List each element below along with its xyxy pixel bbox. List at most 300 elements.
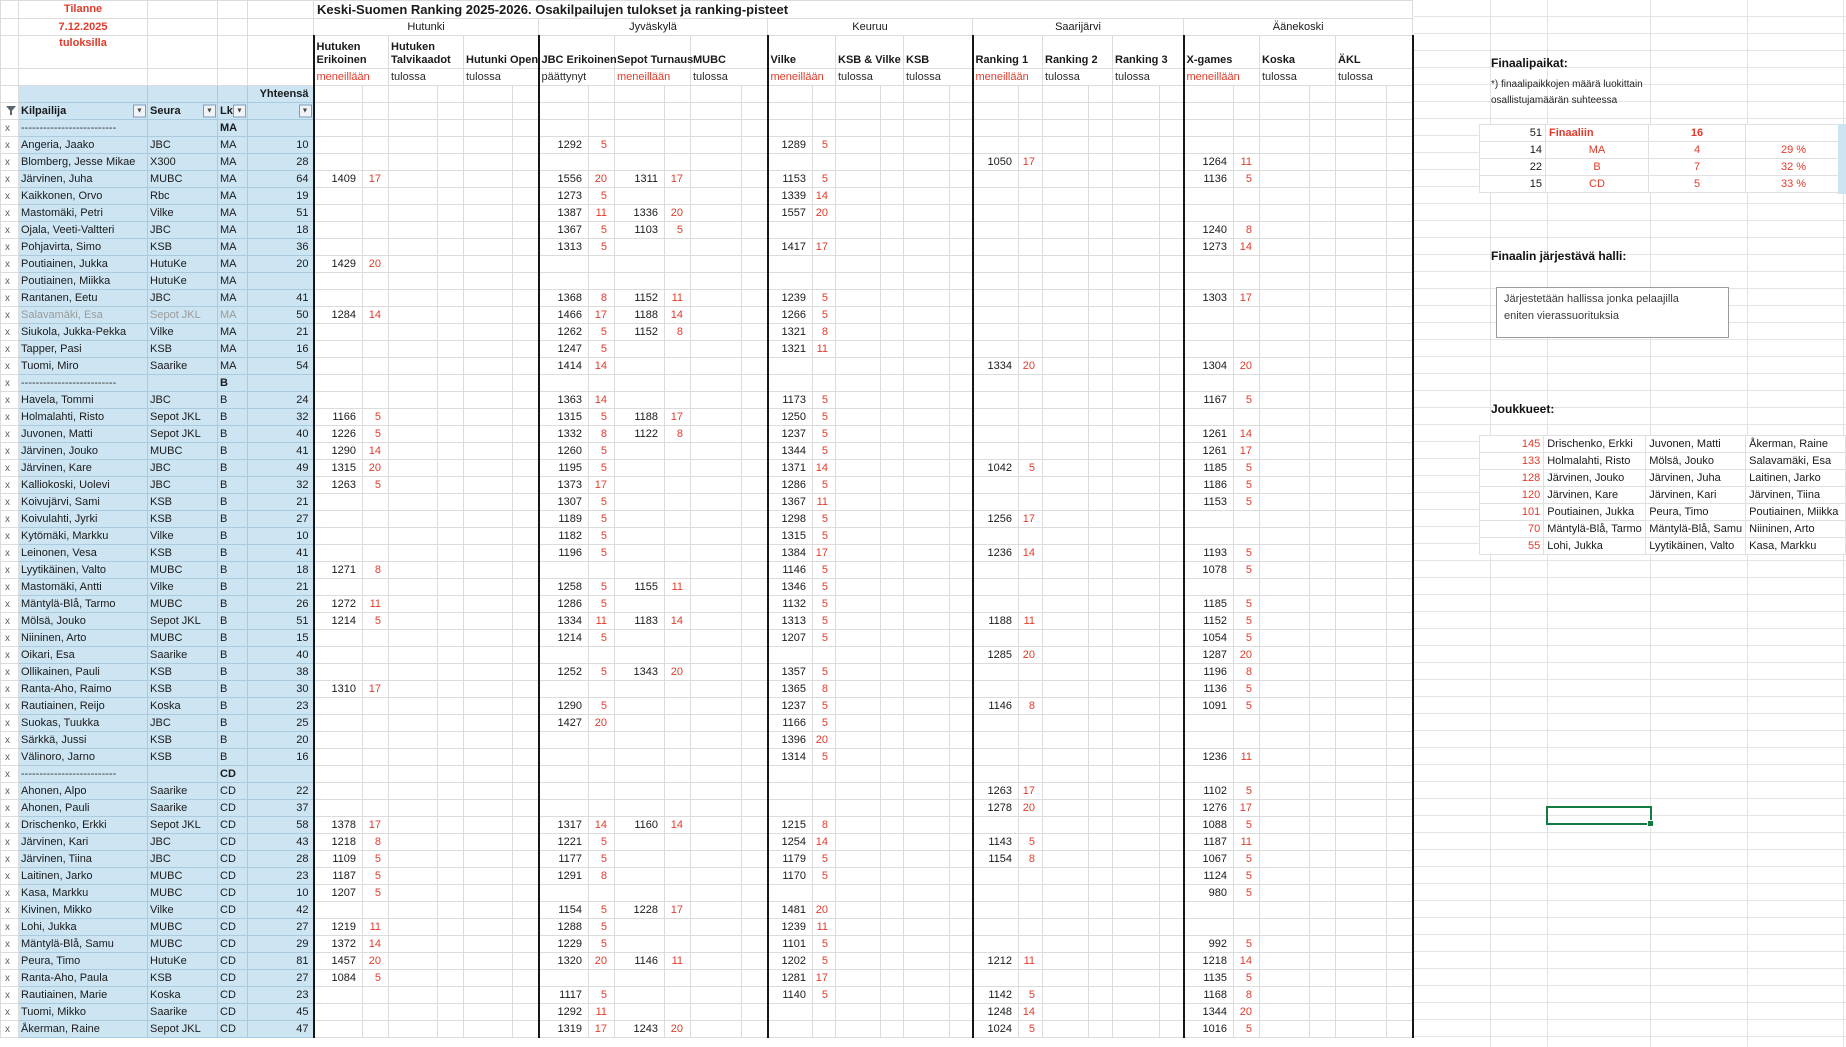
points-cell[interactable] bbox=[1310, 715, 1336, 732]
team-points[interactable]: 101 bbox=[1480, 504, 1544, 521]
points-cell[interactable]: 5 bbox=[589, 902, 615, 919]
score-cell[interactable]: 1372 bbox=[314, 936, 363, 953]
team-member[interactable]: Järvinen, Kare bbox=[1544, 487, 1646, 504]
score-cell[interactable] bbox=[464, 885, 513, 902]
points-cell[interactable] bbox=[513, 1004, 539, 1021]
score-cell[interactable] bbox=[1260, 953, 1310, 970]
points-cell[interactable] bbox=[742, 460, 768, 477]
row-flag-cell[interactable]: x bbox=[1, 273, 19, 290]
score-cell[interactable] bbox=[1336, 579, 1387, 596]
score-cell[interactable]: 1320 bbox=[539, 953, 589, 970]
score-cell[interactable]: 1218 bbox=[314, 834, 363, 851]
empty-cell[interactable] bbox=[1019, 766, 1043, 783]
score-cell[interactable] bbox=[615, 154, 665, 171]
score-cell[interactable]: 1321 bbox=[768, 324, 813, 341]
score-cell[interactable] bbox=[1113, 868, 1160, 885]
score-cell[interactable] bbox=[1260, 511, 1310, 528]
points-cell[interactable] bbox=[363, 732, 389, 749]
points-cell[interactable] bbox=[742, 426, 768, 443]
points-cell[interactable]: 5 bbox=[813, 664, 836, 681]
points-cell[interactable] bbox=[1310, 562, 1336, 579]
score-cell[interactable] bbox=[389, 987, 438, 1004]
score-cell[interactable] bbox=[1043, 137, 1089, 154]
empty-cell[interactable] bbox=[389, 103, 438, 120]
points-cell[interactable]: 14 bbox=[589, 392, 615, 409]
points-cell[interactable] bbox=[1387, 681, 1413, 698]
score-cell[interactable] bbox=[389, 222, 438, 239]
row-flag-cell[interactable]: x bbox=[1, 902, 19, 919]
score-cell[interactable] bbox=[1113, 239, 1160, 256]
points-cell[interactable] bbox=[1019, 817, 1043, 834]
points-cell[interactable] bbox=[742, 1021, 768, 1038]
score-cell[interactable] bbox=[314, 154, 363, 171]
score-cell[interactable]: 1286 bbox=[539, 596, 589, 613]
score-cell[interactable] bbox=[389, 188, 438, 205]
points-cell[interactable]: 20 bbox=[1234, 358, 1260, 375]
team-points[interactable]: 70 bbox=[1480, 521, 1544, 538]
score-cell[interactable] bbox=[691, 307, 742, 324]
team-member[interactable]: Mäntylä-Blå, Samu bbox=[1646, 521, 1746, 538]
points-cell[interactable]: 8 bbox=[665, 426, 691, 443]
points-cell[interactable] bbox=[438, 664, 464, 681]
score-cell[interactable] bbox=[836, 460, 881, 477]
score-cell[interactable]: 1136 bbox=[1184, 171, 1234, 188]
points-cell[interactable]: 5 bbox=[1234, 596, 1260, 613]
points-cell[interactable] bbox=[1160, 885, 1184, 902]
row-flag-cell[interactable]: x bbox=[1, 834, 19, 851]
points-cell[interactable]: 17 bbox=[813, 545, 836, 562]
points-cell[interactable] bbox=[1089, 545, 1113, 562]
empty-cell[interactable] bbox=[1234, 120, 1260, 137]
player-club-cell[interactable]: KSB bbox=[148, 511, 218, 528]
points-cell[interactable] bbox=[438, 239, 464, 256]
player-club-cell[interactable]: KSB bbox=[148, 732, 218, 749]
points-cell[interactable] bbox=[438, 494, 464, 511]
points-cell[interactable] bbox=[813, 885, 836, 902]
score-cell[interactable] bbox=[1043, 290, 1089, 307]
points-cell[interactable] bbox=[1310, 1004, 1336, 1021]
player-total-cell[interactable]: 54 bbox=[248, 358, 314, 375]
score-cell[interactable] bbox=[973, 409, 1019, 426]
points-cell[interactable] bbox=[363, 239, 389, 256]
score-cell[interactable]: 1368 bbox=[539, 290, 589, 307]
score-cell[interactable] bbox=[464, 477, 513, 494]
score-cell[interactable] bbox=[389, 545, 438, 562]
points-cell[interactable] bbox=[1160, 987, 1184, 1004]
empty-cell[interactable] bbox=[1387, 766, 1413, 783]
score-cell[interactable]: 1207 bbox=[314, 885, 363, 902]
score-cell[interactable]: 1136 bbox=[1184, 681, 1234, 698]
points-cell[interactable] bbox=[1160, 953, 1184, 970]
points-cell[interactable] bbox=[513, 392, 539, 409]
score-cell[interactable] bbox=[539, 647, 589, 664]
points-cell[interactable] bbox=[438, 953, 464, 970]
empty-cell[interactable] bbox=[464, 120, 513, 137]
points-cell[interactable] bbox=[363, 545, 389, 562]
points-cell[interactable] bbox=[363, 664, 389, 681]
score-cell[interactable] bbox=[904, 273, 950, 290]
points-cell[interactable] bbox=[513, 732, 539, 749]
points-cell[interactable]: 5 bbox=[589, 834, 615, 851]
points-cell[interactable] bbox=[1310, 970, 1336, 987]
points-cell[interactable] bbox=[665, 477, 691, 494]
player-class-cell[interactable]: MA bbox=[218, 188, 248, 205]
score-cell[interactable] bbox=[904, 545, 950, 562]
points-cell[interactable] bbox=[363, 528, 389, 545]
score-cell[interactable] bbox=[1260, 698, 1310, 715]
score-cell[interactable] bbox=[1043, 936, 1089, 953]
empty-cell[interactable] bbox=[589, 120, 615, 137]
player-name-cell[interactable]: Ahonen, Alpo bbox=[19, 783, 148, 800]
score-cell[interactable] bbox=[389, 749, 438, 766]
score-cell[interactable]: 1334 bbox=[539, 613, 589, 630]
points-cell[interactable] bbox=[1387, 341, 1413, 358]
score-cell[interactable] bbox=[1184, 579, 1234, 596]
points-cell[interactable] bbox=[1019, 409, 1043, 426]
points-cell[interactable] bbox=[742, 273, 768, 290]
points-cell[interactable]: 5 bbox=[589, 324, 615, 341]
points-cell[interactable] bbox=[438, 392, 464, 409]
score-cell[interactable]: 1319 bbox=[539, 1021, 589, 1038]
score-cell[interactable]: 1140 bbox=[768, 987, 813, 1004]
points-cell[interactable] bbox=[438, 851, 464, 868]
score-cell[interactable] bbox=[1260, 868, 1310, 885]
player-name-cell[interactable]: Peura, Timo bbox=[19, 953, 148, 970]
points-cell[interactable] bbox=[1019, 392, 1043, 409]
score-cell[interactable] bbox=[1184, 307, 1234, 324]
points-cell[interactable] bbox=[513, 256, 539, 273]
empty-cell[interactable] bbox=[813, 103, 836, 120]
row-flag-cell[interactable]: x bbox=[1, 1004, 19, 1021]
score-cell[interactable] bbox=[615, 273, 665, 290]
score-cell[interactable] bbox=[314, 800, 363, 817]
score-cell[interactable] bbox=[691, 494, 742, 511]
score-cell[interactable] bbox=[1260, 528, 1310, 545]
score-cell[interactable]: 980 bbox=[1184, 885, 1234, 902]
finals-places[interactable]: 4 bbox=[1649, 142, 1746, 159]
empty-cell[interactable] bbox=[1184, 375, 1234, 392]
points-cell[interactable] bbox=[1387, 1021, 1413, 1038]
points-cell[interactable]: 11 bbox=[1234, 749, 1260, 766]
points-cell[interactable] bbox=[950, 987, 973, 1004]
points-cell[interactable]: 14 bbox=[813, 460, 836, 477]
empty-cell[interactable] bbox=[904, 375, 950, 392]
row-flag-cell[interactable]: x bbox=[1, 766, 19, 783]
empty-cell[interactable] bbox=[973, 766, 1019, 783]
points-cell[interactable]: 5 bbox=[589, 137, 615, 154]
score-cell[interactable]: 1261 bbox=[1184, 426, 1234, 443]
player-name-cell[interactable]: Mastomäki, Antti bbox=[19, 579, 148, 596]
score-cell[interactable] bbox=[836, 1021, 881, 1038]
score-cell[interactable]: 1168 bbox=[1184, 987, 1234, 1004]
points-cell[interactable]: 5 bbox=[813, 392, 836, 409]
player-total-cell[interactable]: 20 bbox=[248, 732, 314, 749]
score-cell[interactable] bbox=[389, 681, 438, 698]
score-cell[interactable] bbox=[539, 562, 589, 579]
player-total-cell[interactable]: 64 bbox=[248, 171, 314, 188]
points-cell[interactable] bbox=[1387, 256, 1413, 273]
player-class-cell[interactable]: B bbox=[218, 647, 248, 664]
finals-places[interactable]: 7 bbox=[1649, 159, 1746, 176]
points-cell[interactable] bbox=[513, 834, 539, 851]
points-cell[interactable] bbox=[1160, 936, 1184, 953]
score-cell[interactable] bbox=[691, 290, 742, 307]
score-cell[interactable] bbox=[1043, 392, 1089, 409]
player-class-cell[interactable]: MA bbox=[218, 137, 248, 154]
empty-cell[interactable] bbox=[513, 103, 539, 120]
score-cell[interactable] bbox=[836, 154, 881, 171]
points-cell[interactable]: 5 bbox=[363, 426, 389, 443]
score-cell[interactable] bbox=[1336, 1004, 1387, 1021]
points-cell[interactable] bbox=[363, 222, 389, 239]
score-cell[interactable] bbox=[464, 732, 513, 749]
empty-cell[interactable] bbox=[836, 375, 881, 392]
row-flag-cell[interactable]: x bbox=[1, 205, 19, 222]
score-cell[interactable] bbox=[836, 936, 881, 953]
score-cell[interactable] bbox=[691, 936, 742, 953]
empty-cell[interactable] bbox=[1234, 375, 1260, 392]
score-cell[interactable] bbox=[904, 477, 950, 494]
points-cell[interactable] bbox=[1019, 664, 1043, 681]
empty-cell[interactable] bbox=[248, 120, 314, 137]
points-cell[interactable] bbox=[363, 902, 389, 919]
score-cell[interactable] bbox=[1043, 749, 1089, 766]
points-cell[interactable] bbox=[742, 851, 768, 868]
team-member[interactable]: Mäntylä-Blå, Tarmo bbox=[1544, 521, 1646, 538]
finals-percent[interactable] bbox=[1746, 125, 1842, 142]
score-cell[interactable] bbox=[836, 613, 881, 630]
score-cell[interactable] bbox=[904, 970, 950, 987]
score-cell[interactable]: 1243 bbox=[615, 1021, 665, 1038]
empty-cell[interactable] bbox=[836, 86, 881, 103]
player-name-cell[interactable]: Ojala, Veeti-Valtteri bbox=[19, 222, 148, 239]
score-cell[interactable] bbox=[836, 239, 881, 256]
points-cell[interactable] bbox=[1387, 613, 1413, 630]
row-flag-cell[interactable]: x bbox=[1, 987, 19, 1004]
points-cell[interactable] bbox=[1160, 817, 1184, 834]
points-cell[interactable]: 5 bbox=[589, 596, 615, 613]
points-cell[interactable] bbox=[742, 953, 768, 970]
points-cell[interactable]: 20 bbox=[665, 664, 691, 681]
points-cell[interactable] bbox=[1160, 868, 1184, 885]
team-points[interactable]: 133 bbox=[1480, 453, 1544, 470]
score-cell[interactable] bbox=[691, 783, 742, 800]
score-cell[interactable] bbox=[1113, 953, 1160, 970]
score-cell[interactable]: 1457 bbox=[314, 953, 363, 970]
score-cell[interactable] bbox=[615, 851, 665, 868]
score-cell[interactable]: 1365 bbox=[768, 681, 813, 698]
score-cell[interactable] bbox=[539, 800, 589, 817]
empty-cell[interactable] bbox=[1019, 375, 1043, 392]
points-cell[interactable] bbox=[1234, 307, 1260, 324]
empty-cell[interactable] bbox=[665, 375, 691, 392]
points-cell[interactable] bbox=[881, 664, 904, 681]
points-cell[interactable]: 14 bbox=[813, 188, 836, 205]
points-cell[interactable] bbox=[1160, 341, 1184, 358]
lk-filter-dropdown[interactable]: ▼ bbox=[233, 105, 246, 118]
score-cell[interactable] bbox=[691, 834, 742, 851]
empty-cell[interactable] bbox=[768, 86, 813, 103]
points-cell[interactable] bbox=[950, 681, 973, 698]
score-cell[interactable] bbox=[836, 800, 881, 817]
points-cell[interactable] bbox=[1387, 426, 1413, 443]
points-cell[interactable]: 8 bbox=[813, 681, 836, 698]
score-cell[interactable] bbox=[615, 749, 665, 766]
player-name-cell[interactable]: Järvinen, Juha bbox=[19, 171, 148, 188]
points-cell[interactable] bbox=[881, 902, 904, 919]
points-cell[interactable] bbox=[881, 426, 904, 443]
score-cell[interactable] bbox=[464, 222, 513, 239]
points-cell[interactable] bbox=[1310, 596, 1336, 613]
points-cell[interactable] bbox=[1160, 443, 1184, 460]
points-cell[interactable] bbox=[950, 460, 973, 477]
points-cell[interactable] bbox=[1387, 1004, 1413, 1021]
points-cell[interactable] bbox=[881, 358, 904, 375]
player-total-cell[interactable]: 28 bbox=[248, 851, 314, 868]
points-cell[interactable] bbox=[1019, 596, 1043, 613]
score-cell[interactable] bbox=[904, 460, 950, 477]
score-cell[interactable] bbox=[973, 239, 1019, 256]
score-cell[interactable] bbox=[1336, 273, 1387, 290]
empty-cell[interactable] bbox=[973, 120, 1019, 137]
points-cell[interactable] bbox=[363, 154, 389, 171]
points-cell[interactable] bbox=[881, 443, 904, 460]
points-cell[interactable] bbox=[513, 409, 539, 426]
empty-cell[interactable] bbox=[1387, 86, 1413, 103]
score-cell[interactable] bbox=[904, 902, 950, 919]
points-cell[interactable] bbox=[742, 885, 768, 902]
score-cell[interactable] bbox=[1043, 205, 1089, 222]
score-cell[interactable] bbox=[1113, 460, 1160, 477]
points-cell[interactable]: 11 bbox=[363, 596, 389, 613]
player-club-cell[interactable]: Koska bbox=[148, 987, 218, 1004]
score-cell[interactable]: 1221 bbox=[539, 834, 589, 851]
score-cell[interactable] bbox=[1260, 596, 1310, 613]
points-cell[interactable]: 5 bbox=[813, 613, 836, 630]
points-cell[interactable] bbox=[1310, 630, 1336, 647]
score-cell[interactable]: 1317 bbox=[539, 817, 589, 834]
score-cell[interactable] bbox=[1336, 749, 1387, 766]
points-cell[interactable]: 5 bbox=[589, 188, 615, 205]
score-cell[interactable] bbox=[1043, 256, 1089, 273]
points-cell[interactable]: 8 bbox=[1234, 987, 1260, 1004]
empty-cell[interactable] bbox=[1113, 103, 1160, 120]
row-flag-cell[interactable]: x bbox=[1, 732, 19, 749]
empty-cell[interactable] bbox=[148, 69, 218, 86]
score-cell[interactable] bbox=[904, 987, 950, 1004]
score-cell[interactable] bbox=[615, 511, 665, 528]
score-cell[interactable] bbox=[904, 698, 950, 715]
score-cell[interactable] bbox=[1043, 171, 1089, 188]
points-cell[interactable]: 5 bbox=[363, 885, 389, 902]
player-total-cell[interactable]: 23 bbox=[248, 698, 314, 715]
score-cell[interactable] bbox=[836, 732, 881, 749]
player-class-cell[interactable]: CD bbox=[218, 1021, 248, 1038]
points-cell[interactable] bbox=[1310, 613, 1336, 630]
score-cell[interactable] bbox=[464, 239, 513, 256]
score-cell[interactable]: 1256 bbox=[973, 511, 1019, 528]
points-cell[interactable]: 5 bbox=[589, 511, 615, 528]
score-cell[interactable] bbox=[836, 562, 881, 579]
score-cell[interactable] bbox=[1336, 290, 1387, 307]
points-cell[interactable] bbox=[438, 511, 464, 528]
points-cell[interactable] bbox=[1234, 579, 1260, 596]
points-cell[interactable] bbox=[513, 715, 539, 732]
empty-cell[interactable] bbox=[813, 120, 836, 137]
player-name-cell[interactable]: Drischenko, Erkki bbox=[19, 817, 148, 834]
points-cell[interactable]: 20 bbox=[1019, 358, 1043, 375]
points-cell[interactable] bbox=[1019, 273, 1043, 290]
points-cell[interactable] bbox=[881, 477, 904, 494]
points-cell[interactable]: 8 bbox=[1234, 222, 1260, 239]
player-name-cell[interactable]: Suokas, Tuukka bbox=[19, 715, 148, 732]
score-cell[interactable] bbox=[1260, 392, 1310, 409]
score-cell[interactable] bbox=[691, 477, 742, 494]
score-cell[interactable]: 1183 bbox=[615, 613, 665, 630]
score-cell[interactable] bbox=[836, 477, 881, 494]
points-cell[interactable] bbox=[438, 290, 464, 307]
score-cell[interactable] bbox=[904, 256, 950, 273]
points-cell[interactable]: 5 bbox=[589, 409, 615, 426]
points-cell[interactable] bbox=[1310, 919, 1336, 936]
empty-cell[interactable] bbox=[1310, 375, 1336, 392]
score-cell[interactable] bbox=[1260, 341, 1310, 358]
score-cell[interactable] bbox=[836, 817, 881, 834]
points-cell[interactable] bbox=[513, 1021, 539, 1038]
team-member[interactable]: Poutiainen, Jukka bbox=[1544, 504, 1646, 521]
score-cell[interactable] bbox=[768, 154, 813, 171]
points-cell[interactable] bbox=[1160, 307, 1184, 324]
points-cell[interactable] bbox=[950, 409, 973, 426]
points-cell[interactable] bbox=[513, 919, 539, 936]
points-cell[interactable] bbox=[1310, 137, 1336, 154]
points-cell[interactable]: 5 bbox=[813, 851, 836, 868]
score-cell[interactable] bbox=[904, 392, 950, 409]
points-cell[interactable] bbox=[1387, 307, 1413, 324]
score-cell[interactable]: 1276 bbox=[1184, 800, 1234, 817]
score-cell[interactable] bbox=[904, 239, 950, 256]
points-cell[interactable] bbox=[950, 273, 973, 290]
player-class-cell[interactable]: MA bbox=[218, 341, 248, 358]
empty-cell[interactable] bbox=[1089, 103, 1113, 120]
points-cell[interactable] bbox=[881, 1004, 904, 1021]
points-cell[interactable] bbox=[1089, 256, 1113, 273]
points-cell[interactable] bbox=[950, 749, 973, 766]
points-cell[interactable] bbox=[665, 732, 691, 749]
score-cell[interactable] bbox=[836, 341, 881, 358]
score-cell[interactable]: 1153 bbox=[768, 171, 813, 188]
player-class-cell[interactable]: B bbox=[218, 732, 248, 749]
score-cell[interactable] bbox=[1336, 885, 1387, 902]
points-cell[interactable] bbox=[1310, 902, 1336, 919]
empty-cell[interactable] bbox=[973, 103, 1019, 120]
empty-cell[interactable] bbox=[1310, 766, 1336, 783]
points-cell[interactable] bbox=[1160, 783, 1184, 800]
points-cell[interactable] bbox=[1310, 358, 1336, 375]
points-cell[interactable] bbox=[742, 664, 768, 681]
points-cell[interactable] bbox=[881, 511, 904, 528]
points-cell[interactable] bbox=[881, 562, 904, 579]
score-cell[interactable] bbox=[1113, 358, 1160, 375]
points-cell[interactable] bbox=[742, 528, 768, 545]
points-cell[interactable] bbox=[1089, 902, 1113, 919]
points-cell[interactable] bbox=[1387, 953, 1413, 970]
points-cell[interactable] bbox=[438, 783, 464, 800]
score-cell[interactable] bbox=[904, 1021, 950, 1038]
score-cell[interactable] bbox=[691, 1004, 742, 1021]
team-points[interactable]: 120 bbox=[1480, 487, 1544, 504]
score-cell[interactable] bbox=[836, 324, 881, 341]
